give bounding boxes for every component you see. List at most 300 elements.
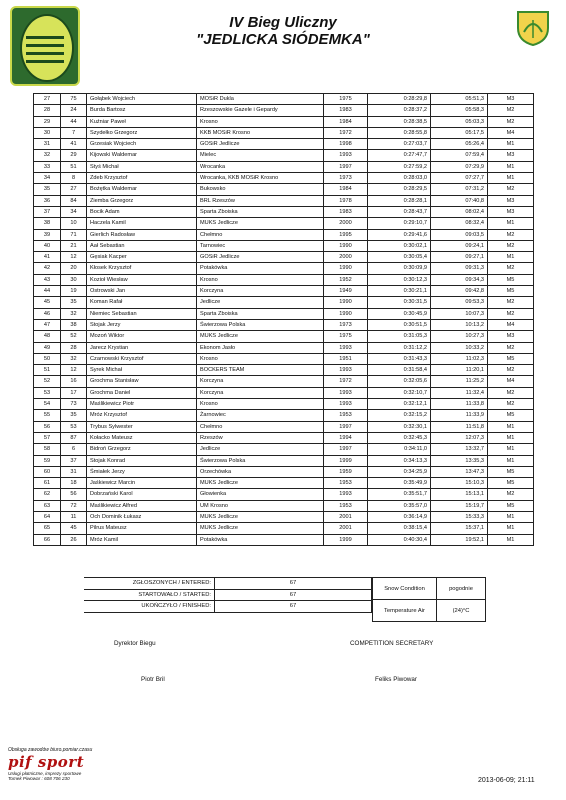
finish-time-cell: 0:30:02,1 (368, 240, 431, 251)
club-cell: KKB MOSiR Krosno (197, 127, 324, 138)
category-cell: M1 (488, 161, 534, 172)
place-cell: 36 (34, 195, 61, 206)
athlete-name-cell: Kuźniar Paweł (87, 116, 197, 127)
club-cell: Żarnowiec (197, 410, 324, 421)
bib-number-cell: 16 (61, 376, 87, 387)
birth-year-cell: 1997 (324, 444, 368, 455)
secretary-name: Feliks Piwowar (375, 676, 417, 683)
time-behind-cell: 09:03,5 (431, 229, 488, 240)
result-row (34, 229, 534, 240)
athlete-name-cell: Szydełko Grzegorz (87, 127, 197, 138)
category-cell: M2 (488, 489, 534, 500)
time-behind-cell: 10:07,3 (431, 308, 488, 319)
place-cell: 29 (34, 116, 61, 127)
birth-year-cell: 1995 (324, 229, 368, 240)
event-title: IV Bieg Uliczny (229, 14, 337, 31)
time-behind-cell: 05:03,3 (431, 116, 488, 127)
bib-number-cell: 56 (61, 489, 87, 500)
result-row (34, 127, 534, 138)
finish-time-cell: 0:31:05,3 (368, 331, 431, 342)
birth-year-cell: 1990 (324, 240, 368, 251)
finish-time-cell: 0:28:38,5 (368, 116, 431, 127)
result-row (34, 308, 534, 319)
result-row (34, 342, 534, 353)
bib-number-cell: 38 (61, 319, 87, 330)
finish-time-cell: 0:35:49,9 (368, 478, 431, 489)
result-row (34, 331, 534, 342)
bib-number-cell: 37 (61, 455, 87, 466)
athlete-name-cell: Mróz Krzysztof (87, 410, 197, 421)
time-behind-cell: 10:27,3 (431, 331, 488, 342)
bib-number-cell: 35 (61, 410, 87, 421)
birth-year-cell: 1999 (324, 534, 368, 545)
bib-number-cell: 6 (61, 444, 87, 455)
place-cell: 51 (34, 365, 61, 376)
weather-conditions (372, 577, 486, 622)
bib-number-cell: 30 (61, 274, 87, 285)
birth-year-cell: 1983 (324, 206, 368, 217)
time-behind-cell: 19:52,1 (431, 534, 488, 545)
time-behind-cell: 09:34,3 (431, 274, 488, 285)
athlete-name-cell: Mróz Kamil (87, 534, 197, 545)
category-cell: M5 (488, 466, 534, 477)
place-cell: 40 (34, 240, 61, 251)
place-cell: 49 (34, 342, 61, 353)
temperature-label: Temperature Air (373, 600, 437, 622)
club-cell: Rzeszów (197, 432, 324, 443)
birth-year-cell: 1953 (324, 500, 368, 511)
club-cell: Jedlicze (197, 297, 324, 308)
bib-number-cell: 44 (61, 116, 87, 127)
club-cell: Bukowsko (197, 184, 324, 195)
time-behind-cell: 15:33,3 (431, 511, 488, 522)
club-cell: Tarnowiec (197, 240, 324, 251)
bib-number-cell: 10 (61, 218, 87, 229)
place-cell: 52 (34, 376, 61, 387)
athlete-name-cell: Śmiałek Jerzy (87, 466, 197, 477)
place-cell: 31 (34, 139, 61, 150)
finish-time-cell: 0:32:15,2 (368, 410, 431, 421)
birth-year-cell: 1990 (324, 263, 368, 274)
footer-contact: Tomek Piwowar : 608 706 230 (8, 776, 70, 781)
finished-value: 67 (215, 601, 372, 613)
time-behind-cell: 15:10,3 (431, 478, 488, 489)
finish-time-cell: 0:31:43,3 (368, 353, 431, 364)
place-cell: 41 (34, 252, 61, 263)
place-cell: 43 (34, 274, 61, 285)
athlete-name-cell: Maślikiewicz Alfred (87, 500, 197, 511)
page-header (0, 0, 566, 92)
place-cell: 46 (34, 308, 61, 319)
result-row (34, 173, 534, 184)
time-behind-cell: 07:29,9 (431, 161, 488, 172)
birth-year-cell: 1997 (324, 421, 368, 432)
club-cell: MUKS Jedlicze (197, 523, 324, 534)
result-row (34, 139, 534, 150)
club-cell: MUKS Jedlicze (197, 331, 324, 342)
category-cell: M2 (488, 387, 534, 398)
result-row (34, 263, 534, 274)
category-cell: M5 (488, 353, 534, 364)
time-behind-cell: 09:31,3 (431, 263, 488, 274)
category-cell: M2 (488, 240, 534, 251)
place-cell: 45 (34, 297, 61, 308)
athlete-name-cell: Grochma Stanisław (87, 376, 197, 387)
pif-sport-logo: pif sport (8, 753, 85, 771)
finish-time-cell: 0:27:03,7 (368, 139, 431, 150)
time-behind-cell: 09:53,3 (431, 297, 488, 308)
result-row (34, 116, 534, 127)
athlete-name-cell: Niemiec Sebastian (87, 308, 197, 319)
result-row (34, 161, 534, 172)
bib-number-cell: 8 (61, 173, 87, 184)
birth-year-cell: 1993 (324, 365, 368, 376)
result-row (34, 353, 534, 364)
athlete-name-cell: Zdeb Krzysztof (87, 173, 197, 184)
result-row (34, 432, 534, 443)
category-cell: M1 (488, 534, 534, 545)
place-cell: 48 (34, 331, 61, 342)
athlete-name-cell: Ziemba Grzegorz (87, 195, 197, 206)
finish-time-cell: 0:27:47,7 (368, 150, 431, 161)
place-cell: 65 (34, 523, 61, 534)
club-cell: UM Krosno (197, 500, 324, 511)
athlete-name-cell: Syrek Michał (87, 365, 197, 376)
club-cell: Świerzowa Polska (197, 455, 324, 466)
snow-condition-label: Snow Condition (373, 578, 437, 600)
athlete-name-cell: Gierlich Radosław (87, 229, 197, 240)
place-cell: 47 (34, 319, 61, 330)
category-cell: M5 (488, 274, 534, 285)
category-cell: M4 (488, 319, 534, 330)
birth-year-cell: 1959 (324, 466, 368, 477)
club-cell: Krosno (197, 274, 324, 285)
birth-year-cell: 1999 (324, 455, 368, 466)
started-label: STARTOWAŁO / STARTED: (84, 589, 215, 601)
bib-number-cell: 75 (61, 94, 87, 105)
birth-year-cell: 1983 (324, 105, 368, 116)
bib-number-cell: 41 (61, 139, 87, 150)
snow-condition-value: pogodnie (437, 578, 486, 600)
bib-number-cell: 12 (61, 252, 87, 263)
club-cell: GOSiR Jedlicze (197, 139, 324, 150)
birth-year-cell: 1973 (324, 319, 368, 330)
bib-number-cell: 7 (61, 127, 87, 138)
birth-year-cell: 1993 (324, 489, 368, 500)
club-cell: Wrocanka, KKB MOSiR Krosno (197, 173, 324, 184)
place-cell: 32 (34, 150, 61, 161)
bib-number-cell: 31 (61, 466, 87, 477)
finish-time-cell: 0:35:57,0 (368, 500, 431, 511)
birth-year-cell: 1990 (324, 308, 368, 319)
category-cell: M5 (488, 500, 534, 511)
result-row (34, 105, 534, 116)
birth-year-cell: 1997 (324, 161, 368, 172)
time-behind-cell: 11:20,1 (431, 365, 488, 376)
place-cell: 63 (34, 500, 61, 511)
birth-year-cell: 1993 (324, 399, 368, 410)
started-value: 67 (215, 589, 372, 601)
place-cell: 42 (34, 263, 61, 274)
place-cell: 59 (34, 455, 61, 466)
category-cell: M1 (488, 511, 534, 522)
category-cell: M2 (488, 297, 534, 308)
athlete-name-cell: Mozoń Wiktor (87, 331, 197, 342)
participation-summary (84, 577, 372, 613)
time-behind-cell: 08:02,4 (431, 206, 488, 217)
result-row (34, 534, 534, 545)
category-cell: M2 (488, 116, 534, 127)
category-cell: M3 (488, 195, 534, 206)
time-behind-cell: 10:13,2 (431, 319, 488, 330)
result-row (34, 319, 534, 330)
finish-time-cell: 0:28:29,5 (368, 184, 431, 195)
category-cell: M5 (488, 410, 534, 421)
result-row (34, 150, 534, 161)
finish-time-cell: 0:30:51,5 (368, 319, 431, 330)
bib-number-cell: 26 (61, 534, 87, 545)
birth-year-cell: 1993 (324, 150, 368, 161)
time-behind-cell: 08:32,4 (431, 218, 488, 229)
category-cell: M2 (488, 399, 534, 410)
bib-number-cell: 19 (61, 286, 87, 297)
finish-time-cell: 0:30:45,9 (368, 308, 431, 319)
time-behind-cell: 11:02,3 (431, 353, 488, 364)
place-cell: 30 (34, 127, 61, 138)
time-behind-cell: 07:40,8 (431, 195, 488, 206)
bib-number-cell: 12 (61, 365, 87, 376)
club-cell: Potakówka (197, 263, 324, 274)
category-cell: M1 (488, 421, 534, 432)
category-cell: M5 (488, 478, 534, 489)
entered-value: 67 (215, 578, 372, 590)
category-cell: M4 (488, 376, 534, 387)
athlete-name-cell: Trybus Sylwester (87, 421, 197, 432)
time-behind-cell: 15:19,7 (431, 500, 488, 511)
club-cell: BOCKERS TEAM (197, 365, 324, 376)
athlete-name-cell: Koman Rafał (87, 297, 197, 308)
race-director-label: Dyrektor Biegu (114, 640, 156, 647)
athlete-name-cell: Jarecz Krystian (87, 342, 197, 353)
finish-time-cell: 0:32:45,3 (368, 432, 431, 443)
club-cell: Krosno (197, 353, 324, 364)
club-cell: Krosno (197, 116, 324, 127)
category-cell: M1 (488, 455, 534, 466)
finish-time-cell: 0:30:21,1 (368, 286, 431, 297)
birth-year-cell: 1972 (324, 127, 368, 138)
category-cell: M3 (488, 150, 534, 161)
athlete-name-cell: Grzesiak Wojciech (87, 139, 197, 150)
club-cell: Rzeszowskie Gazele i Gepardy (197, 105, 324, 116)
athlete-name-cell: Gołąbek Wojciech (87, 94, 197, 105)
time-behind-cell: 15:37,1 (431, 523, 488, 534)
finish-time-cell: 0:31:12,2 (368, 342, 431, 353)
bib-number-cell: 71 (61, 229, 87, 240)
result-row (34, 94, 534, 105)
place-cell: 53 (34, 387, 61, 398)
birth-year-cell: 1993 (324, 342, 368, 353)
club-cell: Mielec (197, 150, 324, 161)
bib-number-cell: 17 (61, 387, 87, 398)
finish-time-cell: 0:32:30,1 (368, 421, 431, 432)
category-cell: M2 (488, 308, 534, 319)
athlete-name-cell: Kłosek Krzysztof (87, 263, 197, 274)
finish-time-cell: 0:32:12,1 (368, 399, 431, 410)
print-timestamp: 2013-06-09; 21:11 (478, 777, 535, 784)
secretary-label: COMPETITION SECRETARY (350, 640, 434, 647)
club-cell: Krosno (197, 399, 324, 410)
club-cell: Wrocanka (197, 161, 324, 172)
category-cell: M2 (488, 365, 534, 376)
place-cell: 50 (34, 353, 61, 364)
category-cell: M1 (488, 218, 534, 229)
time-behind-cell: 09:42,8 (431, 286, 488, 297)
category-cell: M1 (488, 252, 534, 263)
birth-year-cell: 2000 (324, 252, 368, 263)
result-row (34, 410, 534, 421)
result-row (34, 399, 534, 410)
result-row (34, 240, 534, 251)
finish-time-cell: 0:40:30,4 (368, 534, 431, 545)
result-row (34, 274, 534, 285)
result-row (34, 195, 534, 206)
athlete-name-cell: Bidroń Grzegorz (87, 444, 197, 455)
birth-year-cell: 1973 (324, 173, 368, 184)
athlete-name-cell: Stojak Konrad (87, 455, 197, 466)
coat-of-arms-logo (516, 10, 550, 46)
result-row (34, 466, 534, 477)
place-cell: 64 (34, 511, 61, 522)
finish-time-cell: 0:29:41,6 (368, 229, 431, 240)
birth-year-cell: 2001 (324, 511, 368, 522)
bib-number-cell: 34 (61, 206, 87, 217)
result-row (34, 523, 534, 534)
club-cell: Chełmno (197, 421, 324, 432)
place-cell: 62 (34, 489, 61, 500)
club-cell: Orzechówka (197, 466, 324, 477)
bib-number-cell: 32 (61, 308, 87, 319)
result-row (34, 511, 534, 522)
time-behind-cell: 11:33,9 (431, 410, 488, 421)
birth-year-cell: 1949 (324, 286, 368, 297)
club-cell: MOSiR Dukla (197, 94, 324, 105)
category-cell: M1 (488, 173, 534, 184)
athlete-name-cell: Maślikiewicz Piotr (87, 399, 197, 410)
club-cell: Głowienka (197, 489, 324, 500)
place-cell: 35 (34, 184, 61, 195)
footer-services: Usługi płatniczne, imprezy sportowe (8, 771, 82, 776)
place-cell: 57 (34, 432, 61, 443)
athlete-name-cell: Kołacko Mateusz (87, 432, 197, 443)
time-behind-cell: 12:07,3 (431, 432, 488, 443)
category-cell: M3 (488, 206, 534, 217)
result-row (34, 421, 534, 432)
result-row (34, 206, 534, 217)
result-row (34, 489, 534, 500)
time-behind-cell: 09:27,1 (431, 252, 488, 263)
results-table (33, 93, 534, 546)
bib-number-cell: 18 (61, 478, 87, 489)
athlete-name-cell: Grochma Daniel (87, 387, 197, 398)
finish-time-cell: 0:38:15,4 (368, 523, 431, 534)
place-cell: 56 (34, 421, 61, 432)
time-behind-cell: 07:27,7 (431, 173, 488, 184)
category-cell: M2 (488, 105, 534, 116)
time-behind-cell: 11:32,4 (431, 387, 488, 398)
category-cell: M2 (488, 229, 534, 240)
bib-number-cell: 51 (61, 161, 87, 172)
time-behind-cell: 07:59,4 (431, 150, 488, 161)
timing-company-footer (8, 747, 118, 793)
category-cell: M3 (488, 94, 534, 105)
result-row (34, 387, 534, 398)
result-row (34, 478, 534, 489)
finish-time-cell: 0:30:31,5 (368, 297, 431, 308)
club-cell: Sparta Zboiska (197, 308, 324, 319)
result-row (34, 376, 534, 387)
athlete-name-cell: Kijowski Waldemar (87, 150, 197, 161)
athlete-name-cell: Bocik Adam (87, 206, 197, 217)
athlete-name-cell: Pilrus Mateusz (87, 523, 197, 534)
bib-number-cell: 11 (61, 511, 87, 522)
athlete-name-cell: Burda Bartosz (87, 105, 197, 116)
finish-time-cell: 0:34:25,9 (368, 466, 431, 477)
bib-number-cell: 20 (61, 263, 87, 274)
place-cell: 33 (34, 161, 61, 172)
result-row (34, 365, 534, 376)
birth-year-cell: 1953 (324, 478, 368, 489)
club-cell: Korczyna (197, 376, 324, 387)
time-behind-cell: 05:17,5 (431, 127, 488, 138)
place-cell: 38 (34, 218, 61, 229)
event-subtitle: "JEDLICKA SIÓDEMKA" (196, 31, 370, 48)
bib-number-cell: 45 (61, 523, 87, 534)
bib-number-cell: 27 (61, 184, 87, 195)
time-behind-cell: 15:13,1 (431, 489, 488, 500)
result-row (34, 218, 534, 229)
place-cell: 37 (34, 206, 61, 217)
finish-time-cell: 0:34:13,3 (368, 455, 431, 466)
place-cell: 28 (34, 105, 61, 116)
bib-number-cell: 29 (61, 150, 87, 161)
category-cell: M1 (488, 523, 534, 534)
birth-year-cell: 1984 (324, 116, 368, 127)
place-cell: 60 (34, 466, 61, 477)
result-row (34, 455, 534, 466)
finish-time-cell: 0:28:29,8 (368, 94, 431, 105)
result-row (34, 500, 534, 511)
birth-year-cell: 1994 (324, 432, 368, 443)
bib-number-cell: 24 (61, 105, 87, 116)
birth-year-cell: 1984 (324, 184, 368, 195)
finish-time-cell: 0:35:51,7 (368, 489, 431, 500)
category-cell: M2 (488, 342, 534, 353)
time-behind-cell: 10:33,2 (431, 342, 488, 353)
footer-service-line: Obsługa zawodów biuro.pomiar.czasu (8, 747, 93, 753)
place-cell: 55 (34, 410, 61, 421)
athlete-name-cell: Haczela Kamil (87, 218, 197, 229)
club-cell: GOSiR Jedlicze (197, 252, 324, 263)
club-cell: BRL Rzeszów (197, 195, 324, 206)
bib-number-cell: 21 (61, 240, 87, 251)
finish-time-cell: 0:30:12,3 (368, 274, 431, 285)
race-director-name: Piotr Bril (141, 676, 165, 683)
athlete-name-cell: Bożętka Waldemar (87, 184, 197, 195)
bib-number-cell: 72 (61, 500, 87, 511)
athlete-name-cell: Ostrowski Jan (87, 286, 197, 297)
finish-time-cell: 0:32:05,6 (368, 376, 431, 387)
place-cell: 61 (34, 478, 61, 489)
